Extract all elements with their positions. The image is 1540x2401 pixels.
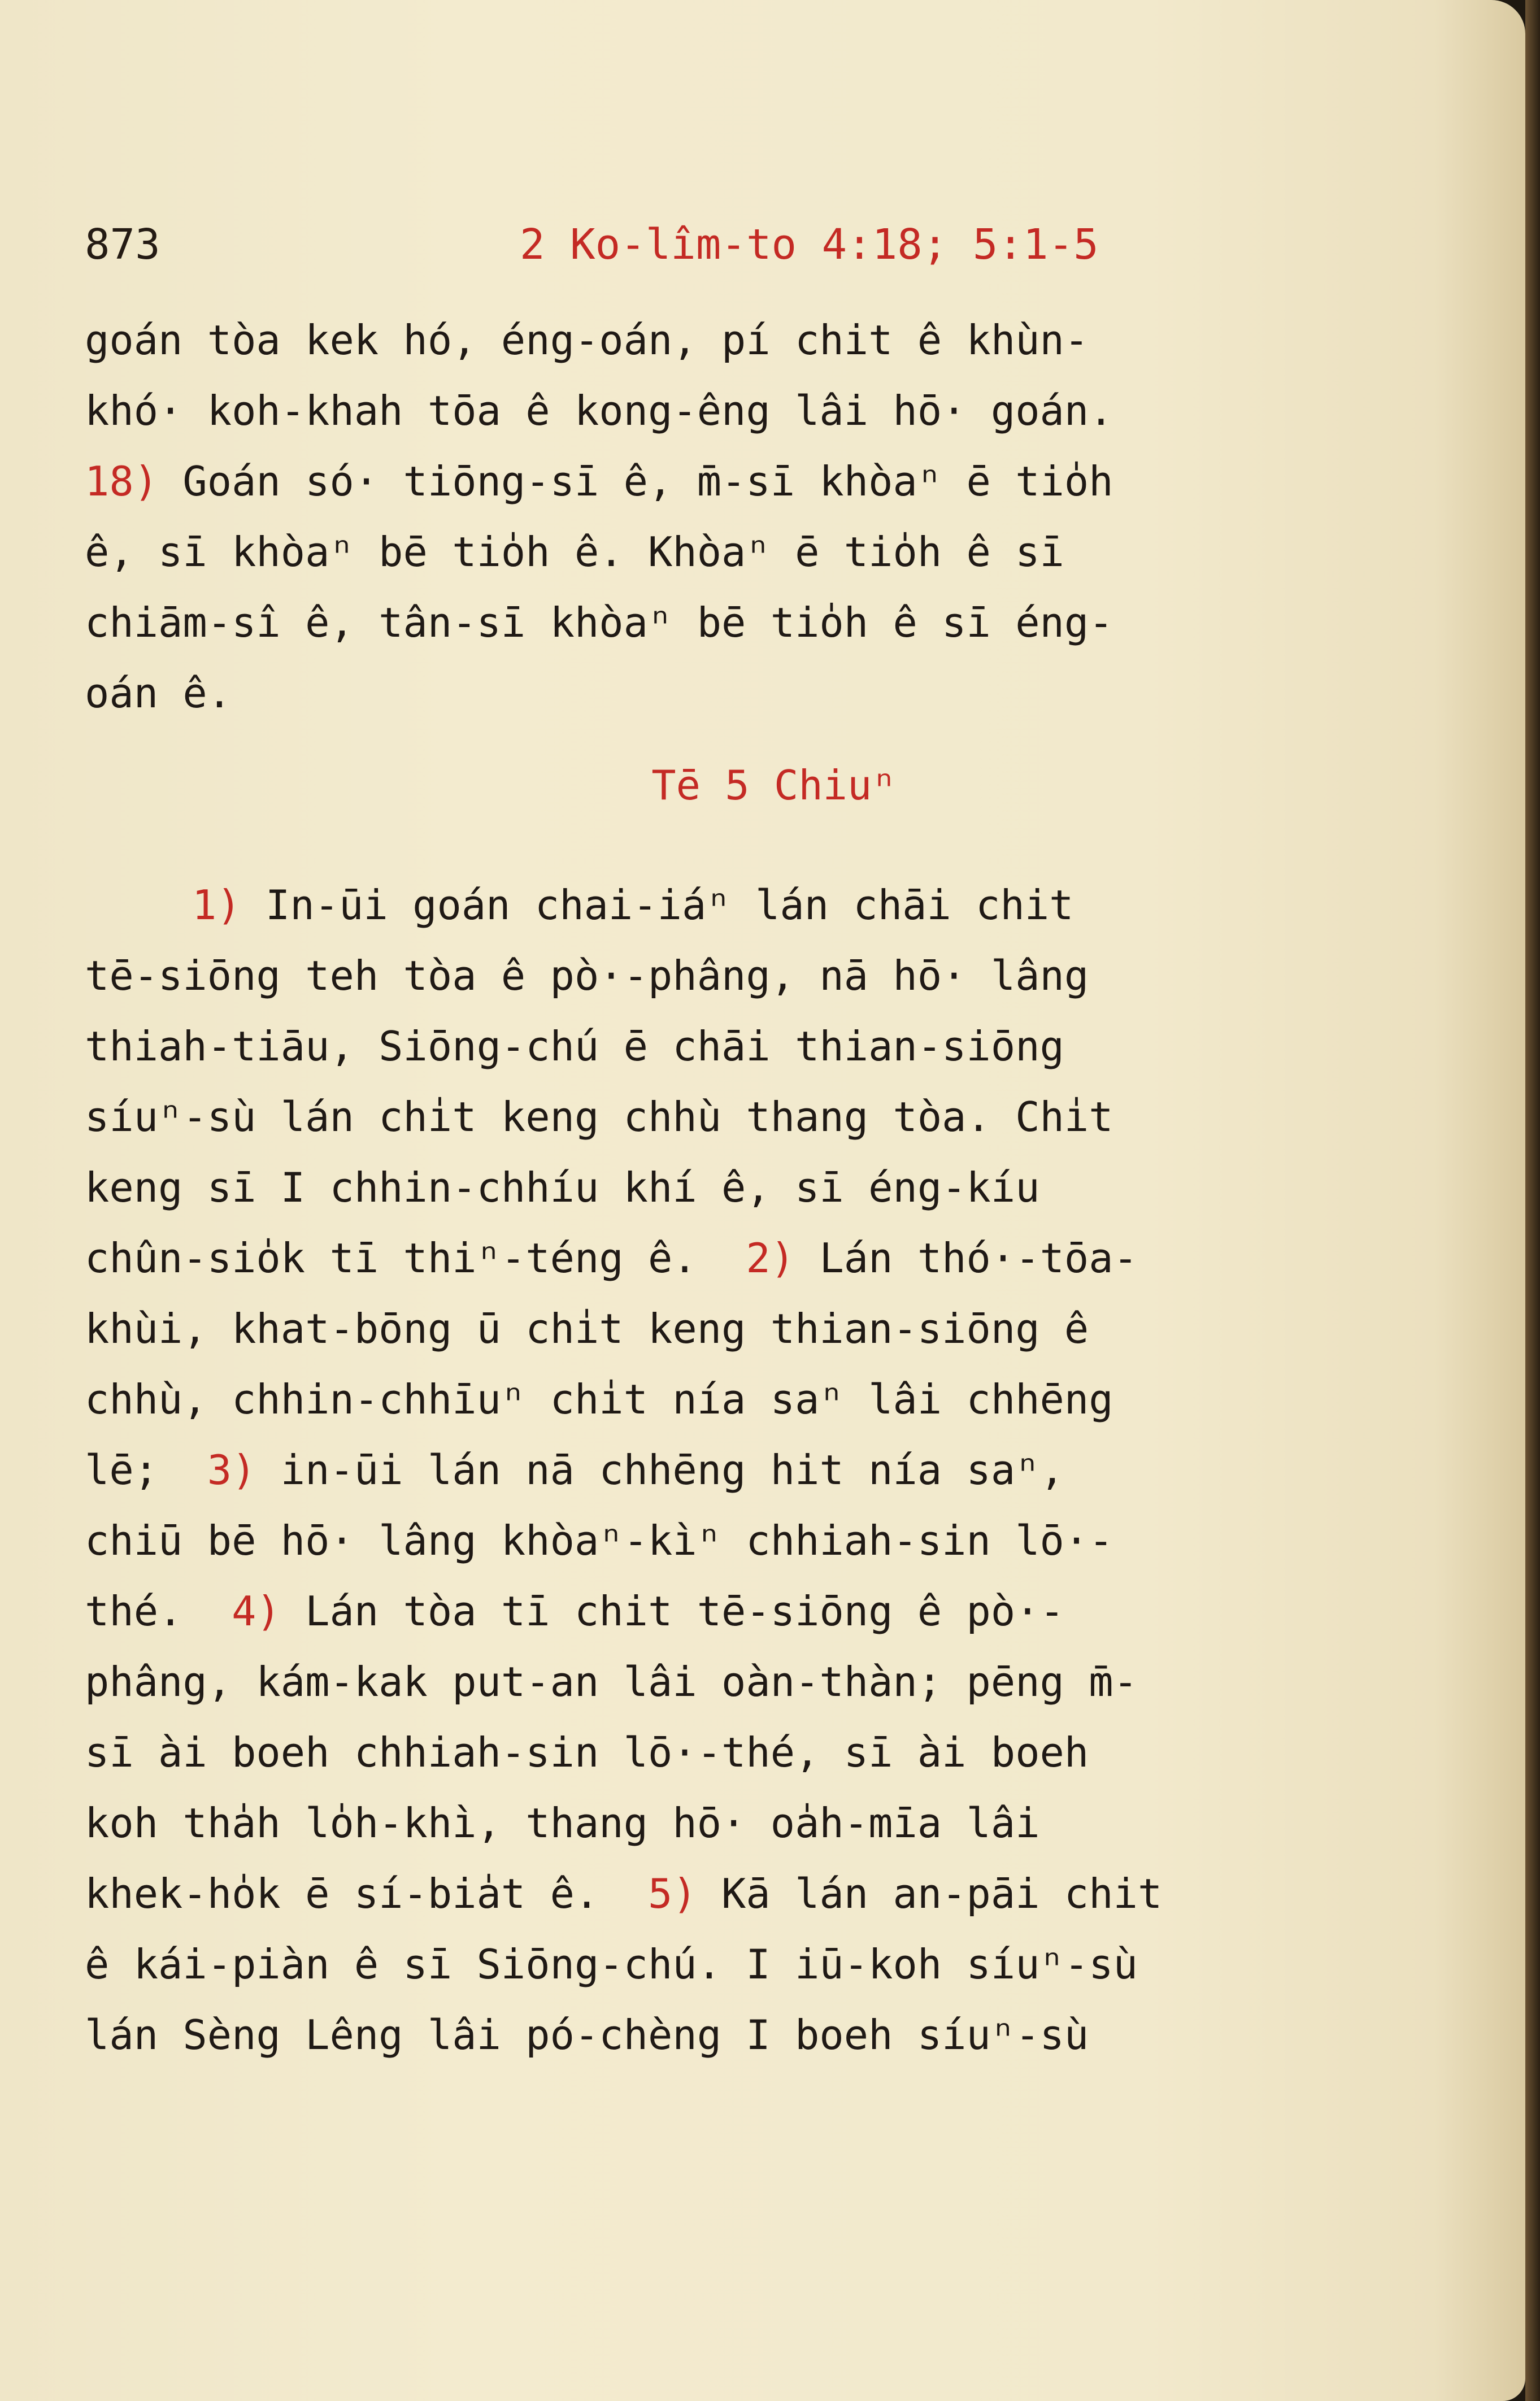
verse-number: 1) xyxy=(192,881,241,929)
running-head: 2 Ko-lîm-to 4:18; 5:1-5 xyxy=(520,220,1099,269)
text-line-content: in-ūi lán nā chhēng hit nía saⁿ, xyxy=(256,1446,1064,1494)
text-line-content: lē; xyxy=(85,1446,207,1494)
text-line-content: koh tha̍h lo̍h-khì, thang hō· oa̍h-mīa lâi xyxy=(85,1799,1040,1847)
text-line xyxy=(85,1717,1384,1788)
page-number: 873 xyxy=(85,220,160,269)
text-line xyxy=(85,1929,1384,2000)
text-line-content: síuⁿ-sù lán chi̍t keng chhù thang tòa. Chi̍t xyxy=(85,1093,1113,1141)
text-line xyxy=(85,1435,1384,1506)
text-line-content: thiah-tiāu, Siōng-chú ē chāi thian-siōng xyxy=(85,1023,1064,1070)
verse-number: 3) xyxy=(207,1446,256,1494)
text-line-content: Lán tòa tī chit tē-siōng ê pò·- xyxy=(280,1587,1064,1635)
text-line xyxy=(85,376,1384,446)
text-line-content: In-ūi goán chai-iáⁿ lán chāi chit xyxy=(241,881,1074,929)
verse-number: 2) xyxy=(746,1234,795,1282)
text-line-content: lán Sèng Lêng lâi pó-chèng I boeh síuⁿ-sù xyxy=(85,2011,1089,2059)
text-line xyxy=(85,870,1384,941)
text-line xyxy=(85,1152,1384,1223)
text-line-content: sī ài boeh chhiah-sin lō·-thé, sī ài boeh xyxy=(85,1729,1089,1776)
text-line-content: ê, sī khòaⁿ bē tio̍h ê. Khòaⁿ ē tio̍h ê sī xyxy=(85,528,1064,576)
text-line xyxy=(85,588,1384,658)
page-header xyxy=(85,214,1356,276)
chapter-heading: Tē 5 Chiuⁿ xyxy=(651,762,897,809)
text-line-content: phâng, kám-kak put-an lâi oàn-thàn; pēng m̄- xyxy=(85,1658,1138,1706)
verse-number: 18) xyxy=(85,458,159,505)
text-line-content: tē-siōng teh tòa ê pò·-phâng, nā hō· lâng xyxy=(85,952,1089,999)
text-line-content: Goán só· tiōng-sī ê, m̄-sī khòaⁿ ē tio̍h xyxy=(158,458,1113,505)
text-line xyxy=(85,1364,1384,1435)
text-line xyxy=(85,1223,1384,1294)
text-line-content: khó· koh-khah tōa ê kong-êng lâi hō· goán. xyxy=(85,387,1113,434)
text-line-content: chiām-sî ê, tân-sī khòaⁿ bē tio̍h ê sī éng- xyxy=(85,599,1113,646)
text-line-content: chûn-sio̍k tī thiⁿ-téng ê. xyxy=(85,1234,746,1282)
text-line-content: chhù, chhin-chhīuⁿ chi̍t nía saⁿ lâi chhēng xyxy=(85,1376,1113,1423)
text-line-content: keng sī I chhin-chhíu khí ê, sī éng-kíu xyxy=(85,1164,1040,1211)
text-line xyxy=(85,1506,1384,1576)
text-line xyxy=(85,2000,1384,2071)
text-line-content: oán ê. xyxy=(85,669,232,717)
text-line xyxy=(85,1576,1384,1647)
text-line-content: khek-ho̍k ē sí-bia̍t ê. xyxy=(85,1870,648,1917)
text-line xyxy=(85,1294,1384,1364)
text-line-content: chiū bē hō· lâng khòaⁿ-kìⁿ chhiah-sin lō·- xyxy=(85,1517,1113,1564)
text-line xyxy=(85,1788,1384,1859)
text-line xyxy=(85,305,1384,376)
text-line-content: Lán thó·-tōa- xyxy=(795,1234,1138,1282)
text-line xyxy=(85,941,1384,1011)
text-line-content: goán tòa kek hó, éng-oán, pí chit ê khùn- xyxy=(85,316,1089,364)
verse-number: 4) xyxy=(232,1587,281,1635)
verse-number: 5) xyxy=(648,1870,697,1917)
text-line xyxy=(85,1082,1384,1152)
text-line-content: khùi, khat-bōng ū chi̍t keng thian-siōng ê xyxy=(85,1305,1089,1352)
book-spine-edge xyxy=(1525,0,1540,2401)
text-line xyxy=(85,1859,1384,1929)
text-line-content: thé. xyxy=(85,1587,232,1635)
text-line-content: ê kái-piàn ê sī Siōng-chú. I iū-koh síuⁿ-sù xyxy=(85,1941,1138,1988)
text-line xyxy=(85,517,1384,588)
text-line xyxy=(85,1647,1384,1717)
text-line xyxy=(85,1011,1384,1082)
text-line-content: Kā lán an-pāi chit xyxy=(697,1870,1163,1917)
text-line xyxy=(85,446,1384,517)
page-body xyxy=(85,305,1384,2071)
text-line xyxy=(85,658,1384,729)
